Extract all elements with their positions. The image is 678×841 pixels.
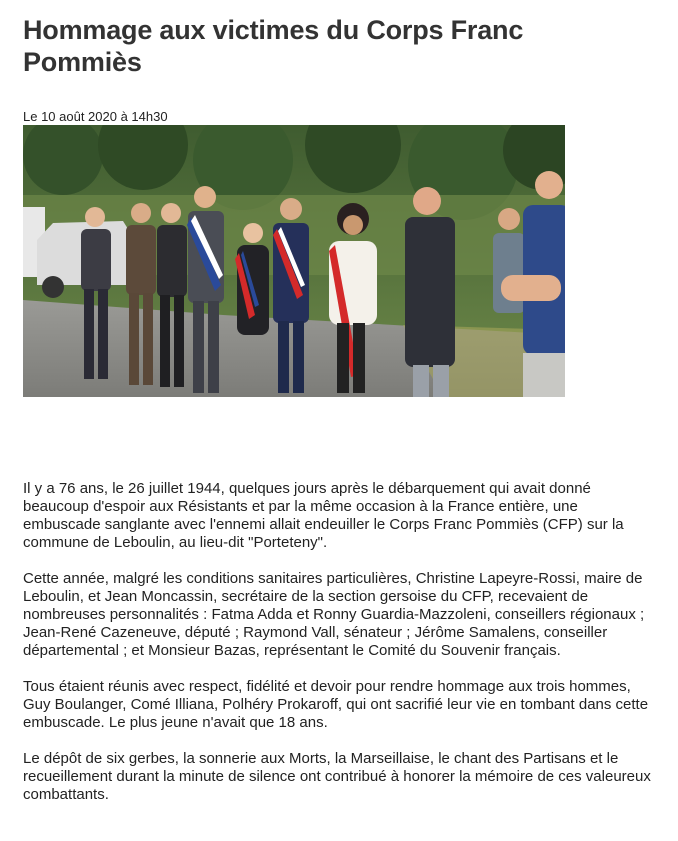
paragraph: Le dépôt de six gerbes, la sonnerie aux Morts, la Marseillaise, le chant des Partisans et le recueillement durant la minute de silence ont contribué à honorer la mémoire de ces valeureux combattants. xyxy=(23,750,651,803)
paragraph: Cette année, malgré les conditions sanitaires particulières, Christine Lapeyre-Rossi, maire de Leboulin, et Jean Moncassin, secrétaire de la section gersoise du CFP, recevaient de nombreuses personnalités : Fatma Adda et Ronny Guardia-Mazzoleni, conseillers régionaux ; Jean-René Cazeneuve, député ; Raymond Vall, sénateur ; Jérôme Samalens, conseiller départemental ; et Monsieur Bazas, représentant le Comité du Souvenir français. xyxy=(23,570,645,659)
person-8 xyxy=(405,187,455,397)
article xyxy=(23,14,655,803)
article-date: Le 10 août 2020 à 14h30 xyxy=(23,109,168,124)
article-body xyxy=(23,480,655,822)
ceremony-photo xyxy=(23,125,565,397)
paragraph: Tous étaient réunis avec respect, fidélité et devoir pour rendre hommage aux trois hommes, Guy Boulanger, Comé Illiana, Polhéry Prokaroff, qui ont sacrifié leur vie en tombant dans cette embuscade. Le plus jeune n'avait que 18 ans. xyxy=(23,678,649,731)
article-title: Hommage aux victimes du Corps Franc Pommiès xyxy=(23,15,524,77)
paragraph: Il y a 76 ans, le 26 juillet 1944, quelques jours après le débarquement qui avait donné beaucoup d'espoir aux Résistants et par la même occasion à la France entière, une embuscade sanglante avec l'ennemi allait endeuiller le Corps Franc Pommiès (CFP) sur la commune de Leboulin, au lieu-dit "Porteteny". xyxy=(23,480,624,551)
